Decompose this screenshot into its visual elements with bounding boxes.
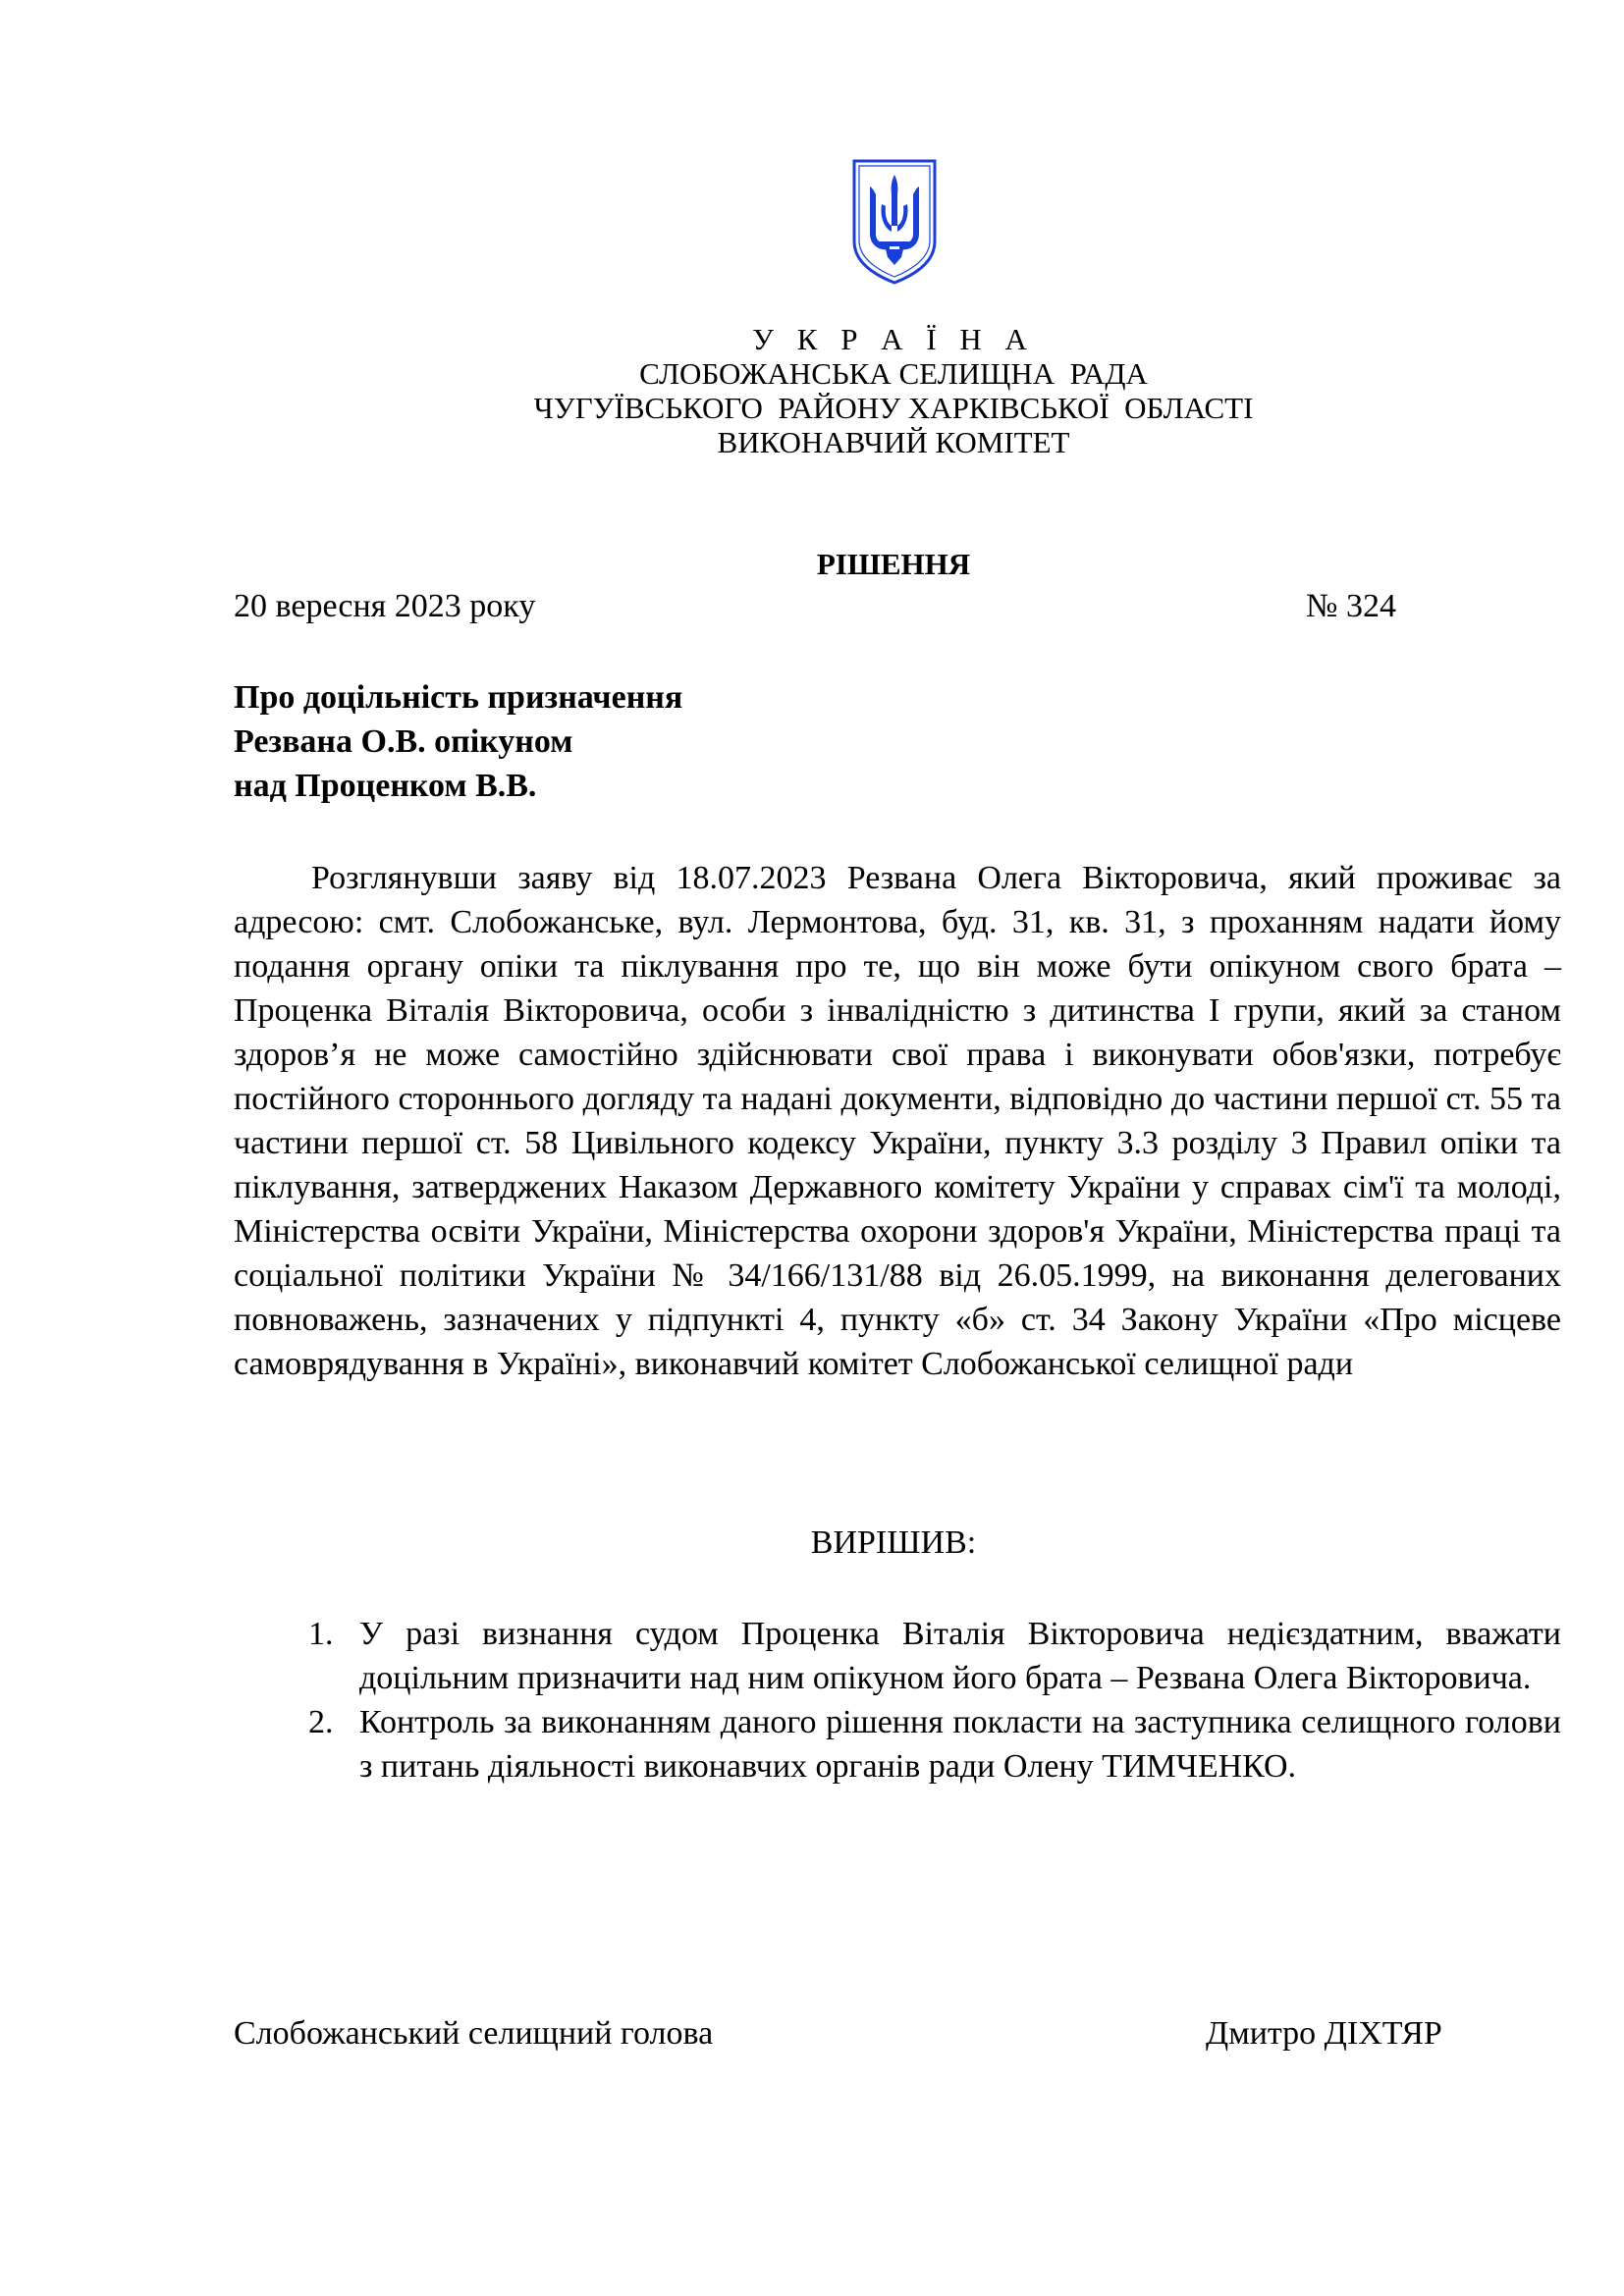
decision-date: 20 вересня 2023 року <box>234 588 536 624</box>
resolution-number: 2. <box>308 1704 334 1740</box>
resolution-list <box>234 1612 1561 1789</box>
decision-subject <box>234 675 682 808</box>
preamble-paragraph: Розглянувши заяву від 18.07.2023 Резвана Олега Вікторовича, який проживає за адресою: смт. Слобожанське, вул. Лермонтова, буд. 31, кв. 31, з проханням надати йому подання органу опіки та піклування про те, що він може бути опікуном свого брата – Проценка Віталія Вікторовича, особи з інвалідністю з дитинства І групи, який за станом здоров’я не може самостійно здійснювати свої права і виконувати обов'язки, потребує постійного стороннього догляду та надані документи, відповідно до частини першої ст. 55 та частини першої ст. 58 Цивільного кодексу України, пункту 3.3 розділу 3 Правил опіки та піклування, затверджених Наказом Державного комітету України у справах сім'ї та молоді, Міністерства освіти України, Міністерства охорони здоров'я України, Міністерства праці та соціальної політики України № 34/166/131/88 від 26.05.1999, на виконання делегованих повноважень, зазначених у підпункті 4, пункту «б» ст. 34 Закону України «Про місцеве самоврядування в Україні», виконавчий комітет Слобожанської селищної ради <box>234 860 1561 1382</box>
subject-line: над Проценком В.В. <box>234 768 537 804</box>
country-name: У К Р А Ї Н А <box>752 322 1035 356</box>
subject-line: Резвана О.В. опікуном <box>234 723 573 760</box>
decision-number: № 324 <box>1306 588 1396 624</box>
resolution-text: У разі визнання судом Проценка Віталія Вікторовича недієздатним, вважати доцільним призначити над ним опікуном його брата – Резвана Олега Вікторовича. <box>359 1616 1561 1696</box>
signatory-name: Дмитро ДІХТЯР <box>1206 2015 1442 2052</box>
council-name: СЛОБОЖАНСЬКА СЕЛИЩНА РАДА <box>639 356 1148 391</box>
resolution-number: 1. <box>308 1616 334 1652</box>
decision-title: РІШЕННЯ <box>816 547 971 581</box>
resolve-heading: ВИРІШИВ: <box>810 1524 977 1561</box>
signatory-title: Слобожанський селищний голова <box>234 2015 714 2052</box>
resolution-text: Контроль за виконанням даного рішення покласти на заступника селищного голови з питань діяльності виконавчих органів ради Олену ТИМЧЕНКО. <box>359 1704 1561 1785</box>
ukraine-trident-coat-of-arms-icon <box>850 157 939 287</box>
resolution-item <box>234 1612 1561 1700</box>
resolution-item <box>234 1700 1561 1789</box>
subject-line: Про доцільність призначення <box>234 679 683 716</box>
issuer-header <box>0 322 1624 459</box>
committee-name: ВИКОНАВЧИЙ КОМІТЕТ <box>717 425 1070 459</box>
district-name: ЧУГУЇВСЬКОГО РАЙОНУ ХАРКІВСЬКОЇ ОБЛАСТІ <box>533 391 1254 425</box>
